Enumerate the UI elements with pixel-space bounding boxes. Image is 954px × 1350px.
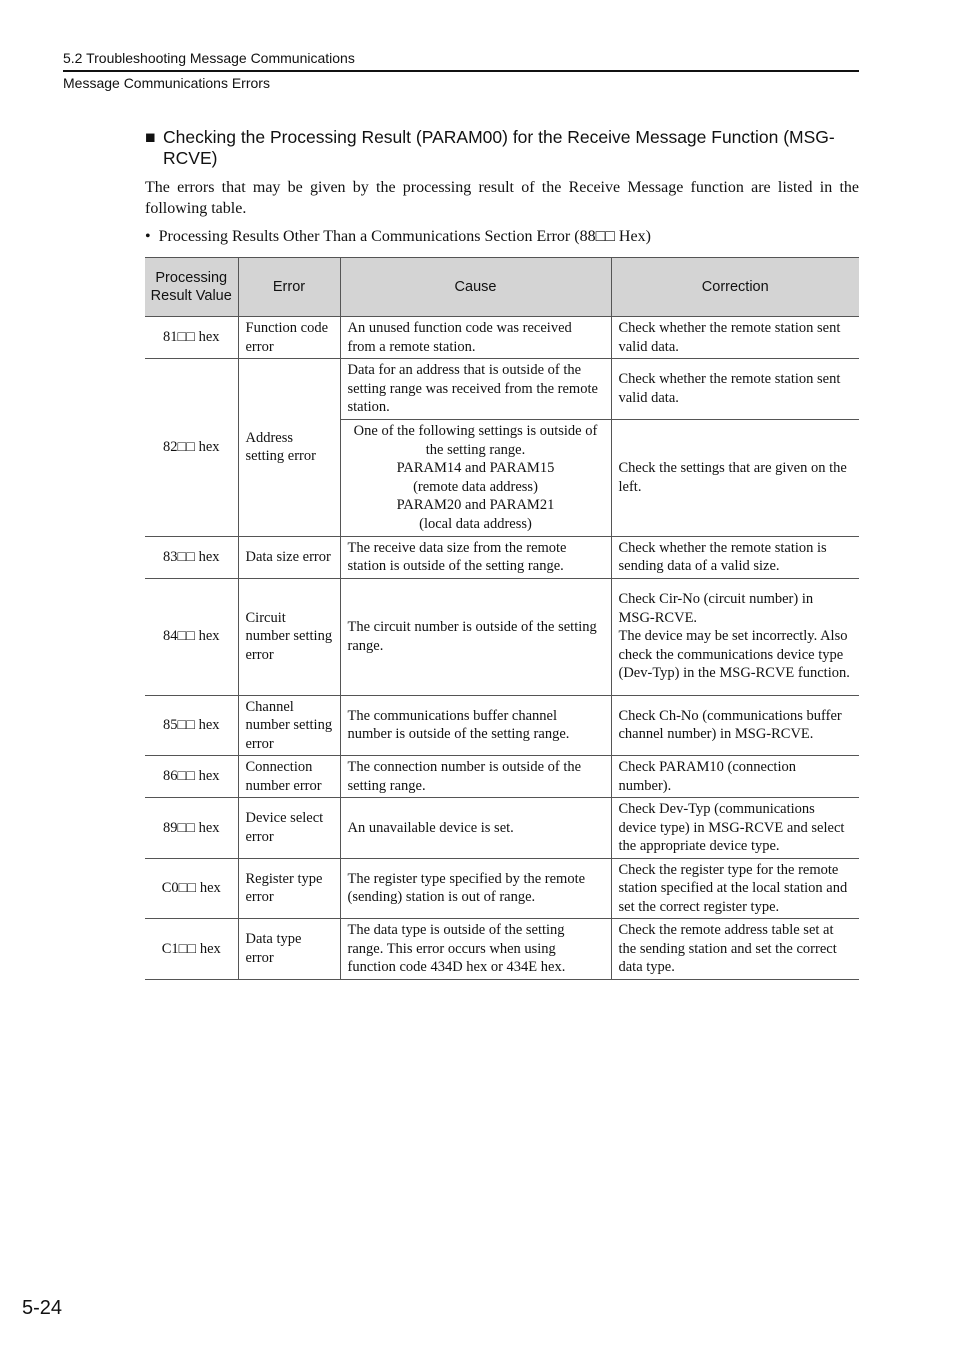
cause-line: Data for an address that is outside of the setting range was received from the remote station. [347,362,598,415]
cause-cell [340,798,611,859]
value-cell: C1□□ hex [145,919,238,980]
error-cell: Register type error [238,858,340,919]
intro-paragraph: The errors that may be given by the processing result of the Receive Message function are listed in the following table. [145,179,859,217]
cause-line: An unavailable device is set. [347,819,514,836]
cause-cell [340,756,611,798]
cause-line: (remote data address) [413,478,538,495]
cause-line: The register type specified by the remote (sending) station is out of range. [347,870,586,906]
error-table [145,257,859,980]
running-header-subsection: Message Communications Errors [63,75,270,91]
correction-line: Check the settings that are given on the left. [618,460,847,495]
table-row [145,578,859,695]
cause-line: The communications buffer channel number is outside of the setting range. [347,707,570,743]
correction-line: Check whether the remote station is sending data of a valid size. [618,539,827,574]
error-cell: Data type error [238,919,340,980]
value-cell: 81□□ hex [145,317,238,359]
column-header-cause: Cause [340,258,611,317]
cause-line: The circuit number is outside of the setting range. [347,619,597,654]
value-cell: 83□□ hex [145,536,238,578]
correction-line: Check Dev-Typ (communications device type) in MSG-RCVE and select the appropriate device type. [618,801,845,854]
table-row [145,317,859,359]
bullet-item [145,226,651,247]
correction-cell [611,858,859,919]
cause-line: (local data address) [419,515,532,532]
table-header-row [145,258,859,317]
value-cell: 86□□ hex [145,756,238,798]
error-cell: Address setting error [238,359,340,537]
cause-cell [340,536,611,578]
error-cell: Data size error [238,536,340,578]
correction-line: Check Ch-No (communications buffer channel number) in MSG-RCVE. [618,707,842,743]
cause-cell [340,317,611,359]
value-cell: C0□□ hex [145,858,238,919]
correction-cell [611,578,859,695]
correction-line: Check whether the remote station sent valid data. [618,320,841,355]
page-number: 5-24 [22,1297,63,1319]
error-cell: Function code error [238,317,340,359]
column-header-value: Processing Result Value [145,258,238,317]
cause-line: PARAM14 and PARAM15 [396,460,555,476]
correction-cell [611,919,859,980]
error-cell: Channel number setting error [238,695,340,756]
correction-line: Check the register type for the remote station specified at the local station and set the correct register type. [618,861,848,915]
square-bullet-icon: ■ [145,127,156,147]
cause-cell [340,858,611,919]
correction-line: Check whether the remote station sent valid data. [618,371,841,406]
cause-line: One of the following settings is outside of the setting range. [353,423,598,458]
correction-cell [611,419,859,536]
value-cell: 85□□ hex [145,695,238,756]
correction-cell [611,756,859,798]
cause-line: The data type is outside of the setting range. This error occurs when using function code 434D hex or 434E hex. [347,922,566,975]
correction-line: The device may be set incorrectly. Also check the communications device type (Dev-Typ) in the MSG-RCVE function. [618,628,850,682]
bullet-dot-icon: • [145,228,151,245]
cause-line: PARAM20 and PARAM21 [396,497,555,513]
column-header-error: Error [238,258,340,317]
table-row [145,798,859,859]
correction-line: Check PARAM10 (connection number). [618,759,796,794]
cause-cell [340,695,611,756]
bullet-item-text: Processing Results Other Than a Communications Section Error (88□□ Hex) [158,228,651,245]
table-row [145,858,859,919]
cause-line: The receive data size from the remote station is outside of the setting range. [347,539,567,574]
correction-cell [611,695,859,756]
value-cell: 84□□ hex [145,578,238,695]
table-row [145,756,859,798]
error-cell: Connection number error [238,756,340,798]
column-header-correction: Correction [611,258,859,317]
table-row [145,359,859,420]
table-row [145,695,859,756]
value-cell: 89□□ hex [145,798,238,859]
header-divider [63,70,859,72]
correction-cell [611,317,859,359]
cause-cell [340,578,611,695]
cause-cell [340,359,611,420]
section-heading-text: Checking the Processing Result (PARAM00) for the Receive Message Function (MSG-RCVE) [163,127,835,168]
table-row [145,919,859,980]
error-cell: Circuit number setting error [238,578,340,695]
correction-cell [611,536,859,578]
correction-cell [611,359,859,420]
cause-cell [340,919,611,980]
section-heading [145,127,859,169]
error-cell: Device select error [238,798,340,859]
correction-line: Check the remote address table set at the sending station and set the correct data type. [618,922,837,975]
running-header-section: 5.2 Troubleshooting Message Communications [63,50,355,66]
correction-line: Check Cir-No (circuit number) in MSG-RCVE. [618,591,814,626]
cause-line: An unused function code was received from a remote station. [347,320,572,355]
cause-cell [340,419,611,536]
cause-line: The connection number is outside of the setting range. [347,759,582,794]
table-row [145,536,859,578]
correction-cell [611,798,859,859]
value-cell: 82□□ hex [145,359,238,537]
